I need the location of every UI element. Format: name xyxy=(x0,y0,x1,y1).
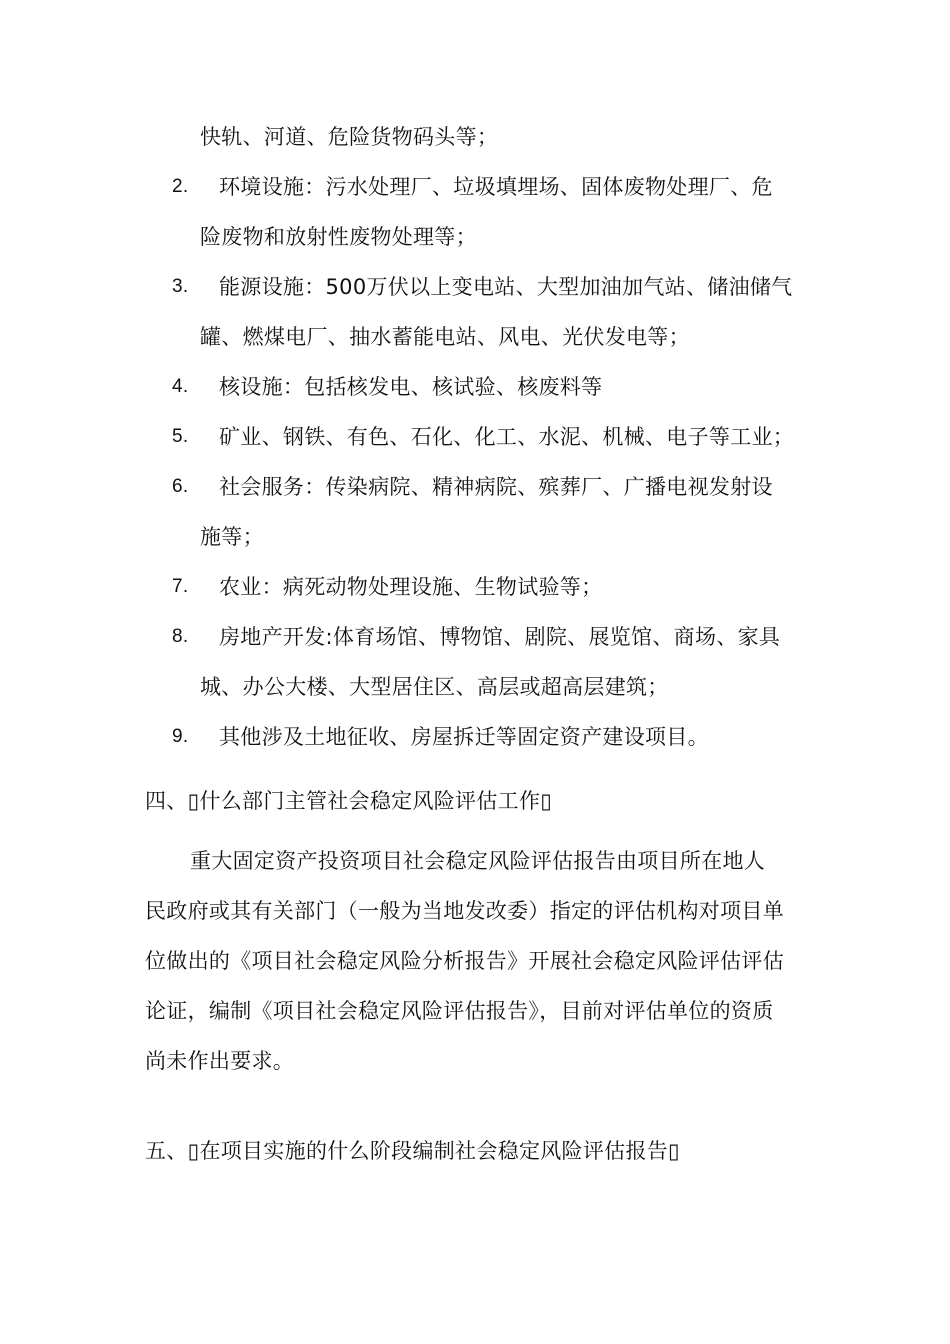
list-item-number: 2. xyxy=(172,176,189,197)
list-item-number: 8. xyxy=(172,626,189,647)
list-item-continuation: 罐、燃煤电厂、抽水蓄能电站、风电、光伏发电等； xyxy=(200,325,690,349)
list-item-number: 5. xyxy=(172,426,189,447)
list-item-number: 9. xyxy=(172,726,189,747)
list-item-continuation: 施等； xyxy=(200,525,264,549)
list-item-number: 7. xyxy=(172,576,189,597)
list-item-text: 矿业、钢铁、有色、石化、化工、水泥、机械、电子等工业； xyxy=(219,425,795,449)
list-item-text: 农业：病死动物处理设施、生物试验等； xyxy=(219,575,603,599)
section-heading: 四、▯什么部门主管社会稳定风险评估工作▯ xyxy=(145,789,553,813)
list-item-text: 核设施：包括核发电、核试验、核废料等 xyxy=(219,375,603,399)
list-item-number: 4. xyxy=(172,376,189,397)
list-item-text: 其他涉及土地征收、房屋拆迁等固定资产建设项目。 xyxy=(219,725,709,749)
list-item-text: 房地产开发:体育场馆、博物馆、剧院、展览馆、商场、家具 xyxy=(219,625,781,649)
list-item-text: 能源设施：500万伏以上变电站、大型加油加气站、储油储气 xyxy=(219,275,793,299)
list-item-number: 3. xyxy=(172,276,189,297)
list-item-continuation: 险废物和放射性废物处理等； xyxy=(200,225,477,249)
paragraph-line: 重大固定资产投资项目社会稳定风险评估报告由项目所在地人 xyxy=(190,849,766,873)
list-item-text: 环境设施：污水处理厂、垃圾填埋场、固体废物处理厂、危 xyxy=(219,175,773,199)
list-item-number: 6. xyxy=(172,476,189,497)
paragraph-line: 论证，编制《项目社会稳定风险评估报告》，目前对评估单位的资质 xyxy=(145,999,774,1023)
list-continuation: 快轨、河道、危险货物码头等； xyxy=(200,125,499,149)
paragraph-line: 位做出的《项目社会稳定风险分析报告》开展社会稳定风险评估评估 xyxy=(145,949,784,973)
section-heading: 五、▯在项目实施的什么阶段编制社会稳定风险评估报告▯ xyxy=(145,1139,680,1163)
list-item-text: 社会服务：传染病院、精神病院、殡葬厂、广播电视发射设 xyxy=(219,475,773,499)
paragraph-line: 尚未作出要求。 xyxy=(145,1049,295,1073)
paragraph-line: 民政府或其有关部门（一般为当地发改委）指定的评估机构对项目单 xyxy=(145,899,784,923)
list-item-continuation: 城、办公大楼、大型居住区、高层或超高层建筑； xyxy=(200,675,669,699)
